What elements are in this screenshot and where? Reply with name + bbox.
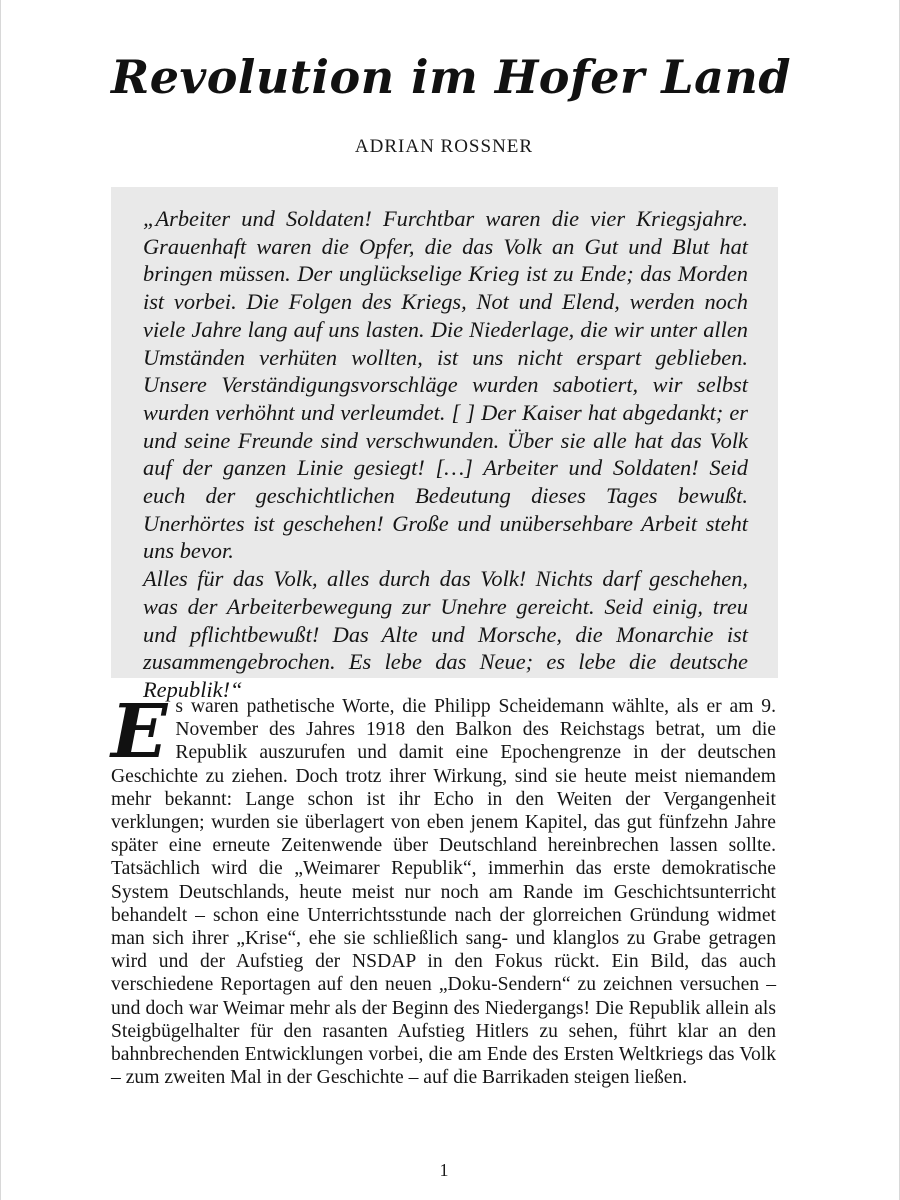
body-paragraph <box>111 689 776 1089</box>
author-name: ADRIAN ROSSNER <box>354 136 534 157</box>
drop-cap: E <box>111 689 168 775</box>
article-title: Revolution im Hofer Land <box>110 50 792 104</box>
quote-paragraph-1: „Arbeiter und Soldaten! Furchtbar waren die vier Kriegsjahre. Grauenhaft waren die Opfer, die das Volk an Gut und Blut hat bringen müssen. Der unglückselige Krieg ist zu Ende; das Morden ist vorbei. Die Folgen des Kriegs, Not und Elend, werden noch viele Jahre lang auf uns lasten. Die Niederlage, die wir unter allen Umständen verhüten wollten, ist uns nicht erspart geblieben. Unsere Verständigungsvorschläge wurden sabotiert, wir selbst wurden verhöhnt und verleumdet. [ ] Der Kaiser hat abgedankt; er und seine Freunde sind verschwunden. Über sie alle hat das Volk auf der ganzen Linie gesiegt! […] Arbeiter und Soldaten! Seid euch der geschichtlichen Bedeutung dieses Tages bewußt. Unerhörtes ist geschehen! Große und unübersehbare Arbeit steht uns bevor. <box>143 206 748 564</box>
quote-block <box>111 187 778 702</box>
page-number: 1 <box>439 1160 449 1180</box>
body-paragraph-text: s waren pathetische Worte, die Philipp Scheidemann wählte, als er am 9. November des Jahres 1918 den Balkon des Reichstags betrat, um die Republik auszurufen und damit eine Epochengrenze in der deutschen Geschichte zu ziehen. Doch trotz ihrer Wirkung, sind sie heute meist niemandem mehr bekannt: Lange schon ist ihr Echo in den Weiten der Vergangenheit verklungen; wurden sie überlagert von eben jenem Kapitel, das gut fünfzehn Jahre später eine erneute Zeitenwende über Deutschland hereinbrechen lassen sollte. Tatsächlich wird die „Weimarer Republik“, immerhin das erste demokratische System Deutschlands, heute meist nur noch am Rande im Geschichtsunterricht behandelt – schon eine Unterrichtsstunde nach der glorreichen Gründung widmet man sich ihrer „Krise“, ehe sie schließlich sang- und klanglos zu Grabe getragen wird und der Aufstieg der NSDAP in den Fokus rückt. Ein Bild, das auch verschiedene Reportagen auf den neuen „Doku-Sendern“ zu zeichnen versuchen – und doch war Weimar mehr als der Beginn des Niedergangs! Die Republik allein als Steigbügelhalter für den rasanten Aufstieg Hitlers zu sehen, führt klar an den bahnbrechenden Entwicklungen vorbei, die am Ende des Ersten Weltkriegs das Volk – zum zweiten Mal in der Geschichte – auf die Barrikaden steigen ließen. <box>111 696 776 1089</box>
quote-paragraph-2: Alles für das Volk, alles durch das Volk! Nichts darf geschehen, was der Arbeiterbewegung zur Unehre gereicht. Seid einig, treu und pflichtbewußt! Das Alte und Morsche, die Monarchie ist zusammengebrochen. Es lebe das Neue; es lebe die deutsche Republik!“ <box>143 566 748 702</box>
body-text <box>111 689 776 1089</box>
